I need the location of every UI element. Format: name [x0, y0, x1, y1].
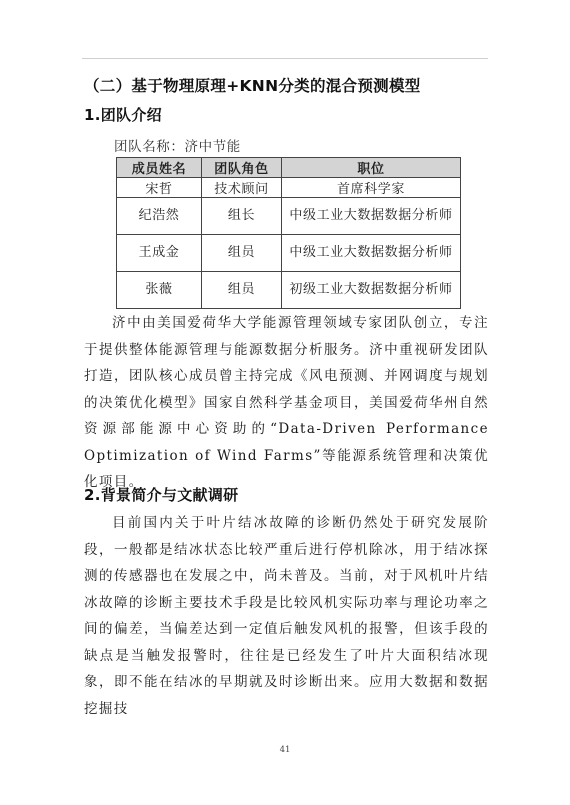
member-role-cell: 技术顾问 [202, 178, 282, 198]
member-role-cell: 组员 [202, 235, 282, 272]
member-position-cell: 中级工业大数据数据分析师 [282, 235, 461, 272]
subsection-title-background: 2.背景简介与文献调研 [84, 486, 239, 504]
section-title: （二）基于物理原理+KNN分类的混合预测模型 [84, 77, 421, 95]
member-position-cell: 初级工业大数据数据分析师 [282, 272, 461, 309]
page-number: 41 [279, 745, 291, 755]
team-member-table [116, 157, 461, 309]
column-header-name: 成员姓名 [117, 158, 202, 178]
table-header-row [117, 158, 461, 178]
header-divider [82, 58, 488, 59]
table-row [117, 235, 461, 272]
member-role-cell: 组员 [202, 272, 282, 309]
team-intro-paragraph: 济中由美国爱荷华大学能源管理领域专家团队创立，专注于提供整体能源管理与能源数据分析服务。济中重视研发团队打造，团队核心成员曾主持完成《风电预测、并网调度与规划的决策优化模型》国家自然科学基金项目，美国爱荷华州自然资源部能源中心资助的“Data-Driven Performance Optimization of Wind Farms”等能源系统管理和决策优化项目。 [84, 315, 489, 490]
member-name-cell: 纪浩然 [117, 198, 202, 235]
table-row [117, 178, 461, 198]
team-name-line: 团队名称：济中节能 [114, 139, 241, 155]
column-header-position: 职位 [282, 158, 461, 178]
background-paragraph: 目前国内关于叶片结冰故障的诊断仍然处于研究发展阶段，一般都是结冰状态比较严重后进行停机除冰，用于结冰探测的传感器也在发展之中，尚未普及。当前，对于风机叶片结冰故障的诊断主要技术手段是比较风机实际功率与理论功率之间的偏差，当偏差达到一定值后触发风机的报警，但该手段的缺点是当触发报警时，往往是已经发生了叶片大面积结冰现象，即不能在结冰的早期就及时诊断出来。应用大数据和数据挖掘技 [84, 515, 489, 717]
member-name-cell: 张薇 [117, 272, 202, 309]
member-name-cell: 王成金 [117, 235, 202, 272]
member-position-cell: 首席科学家 [282, 178, 461, 198]
column-header-role: 团队角色 [202, 158, 282, 178]
member-role-cell: 组长 [202, 198, 282, 235]
member-name-cell: 宋哲 [117, 178, 202, 198]
member-position-cell: 中级工业大数据数据分析师 [282, 198, 461, 235]
table-row [117, 272, 461, 309]
subsection-title-team-intro: 1.团队介绍 [84, 106, 162, 124]
table-row [117, 198, 461, 235]
